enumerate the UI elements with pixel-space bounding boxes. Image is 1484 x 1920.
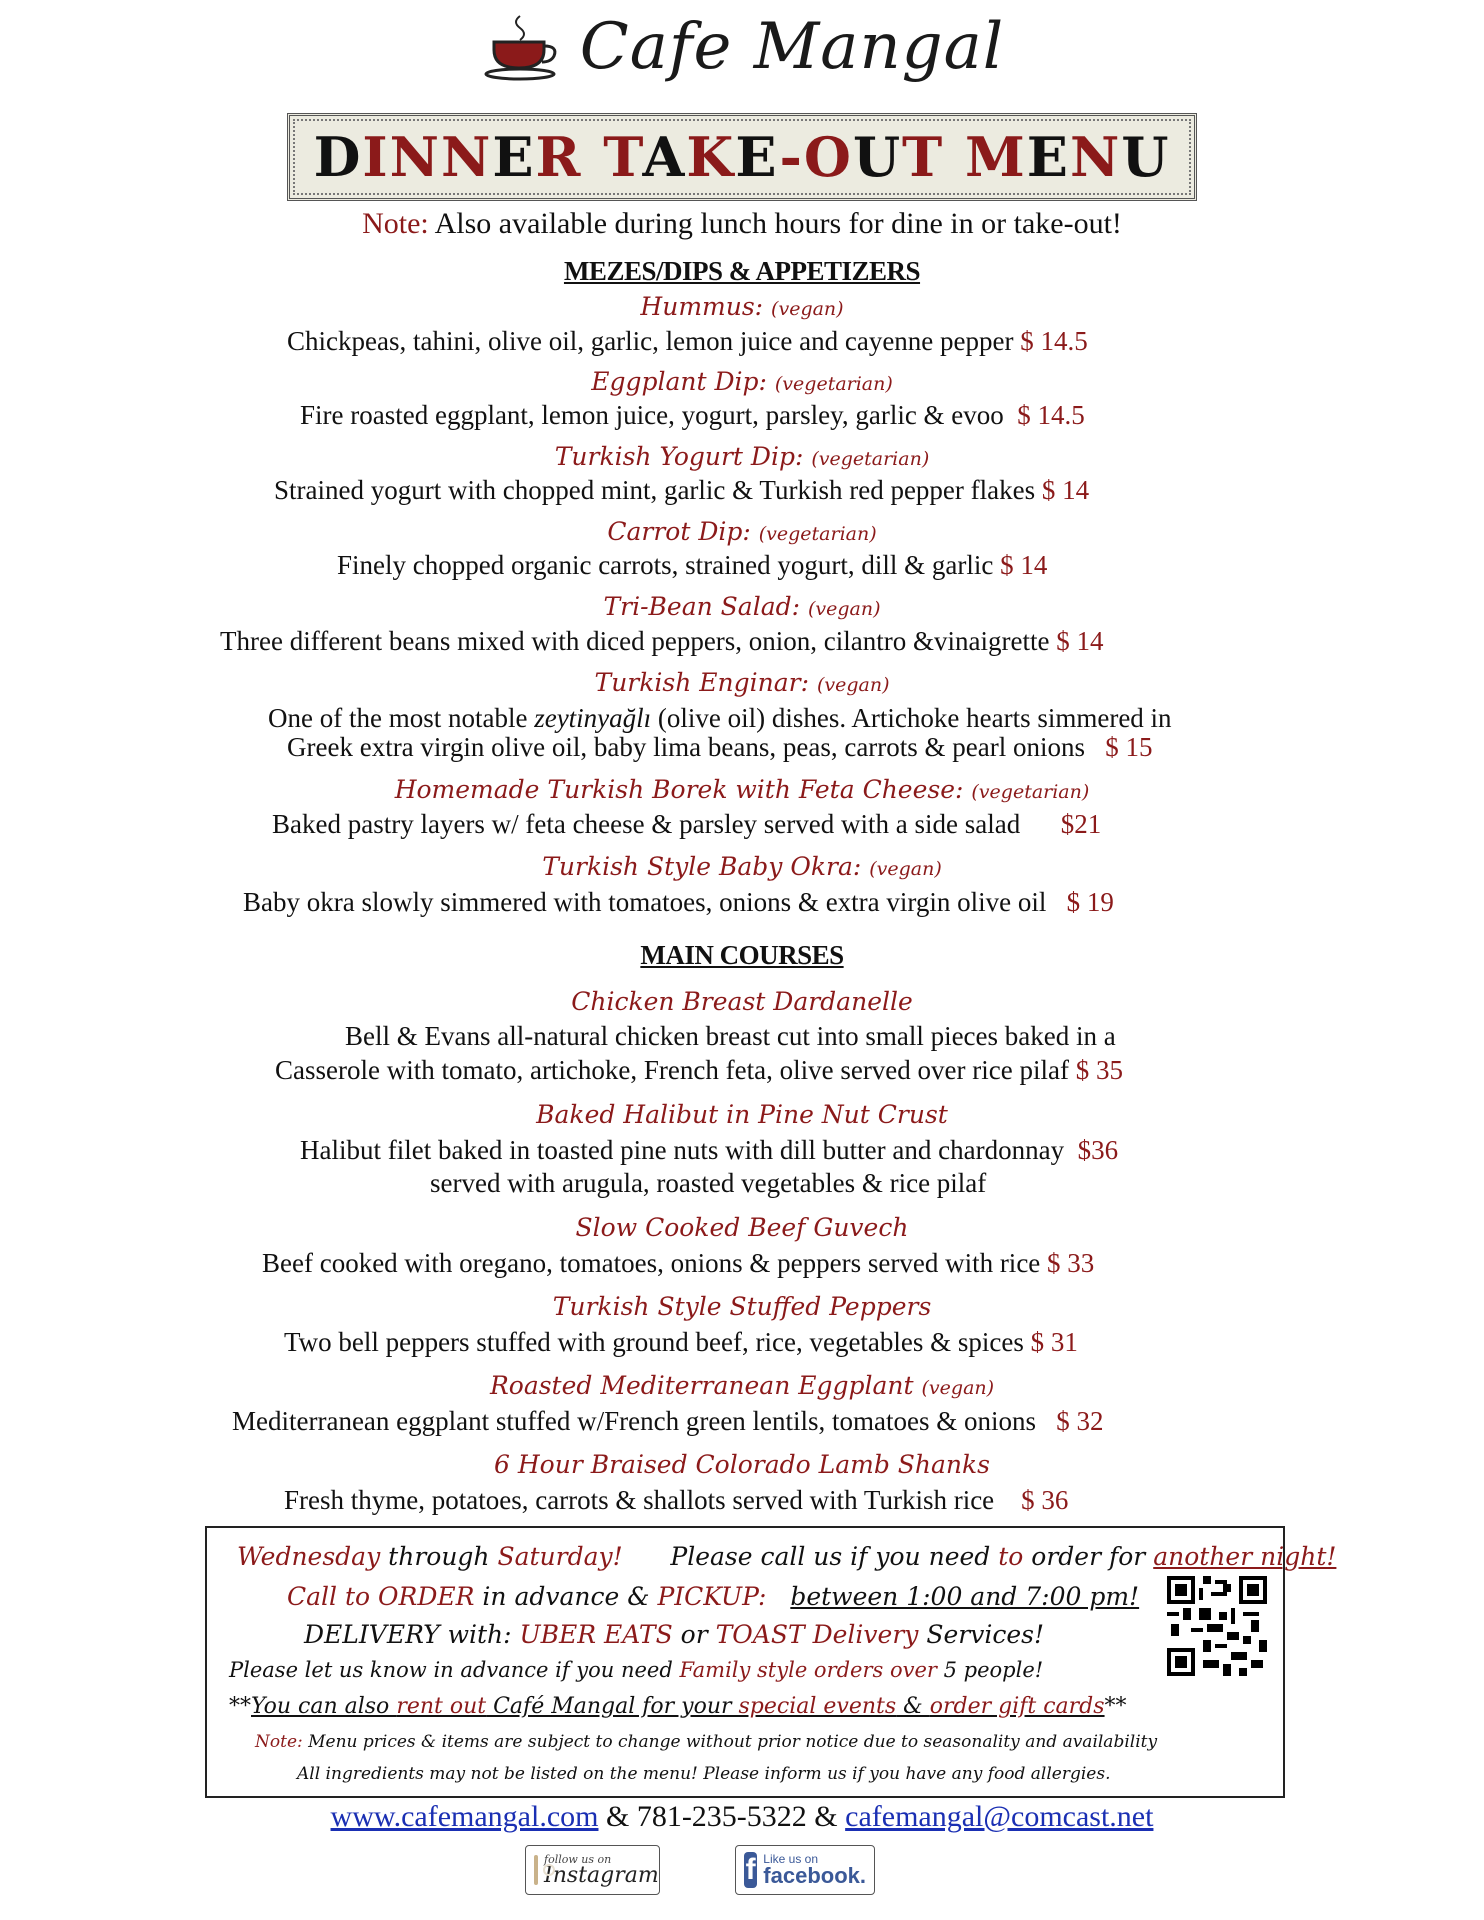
ordering-info-box <box>205 1526 1337 1798</box>
info-line-price-note: Note: Menu prices & items are subject to change without prior notice due to seasonality and availability <box>255 1732 1158 1752</box>
availability-note: Note: Also available during lunch hours for dine in or take-out! <box>362 207 1122 240</box>
item-name: Homemade Turkish Borek with Feta Cheese: (vegetarian) <box>394 775 1090 804</box>
item-name: Turkish Enginar: (vegan) <box>594 668 890 697</box>
website-link[interactable]: www.cafemangal.com <box>330 1800 599 1833</box>
coffee-cup-icon <box>480 12 566 82</box>
info-line-delivery: DELIVERY with: UBER EATS or TOAST Delivery Services! <box>304 1620 1045 1649</box>
item-description: Casserole with tomato, artichoke, French feta, olive served over rice pilaf $ 35 <box>275 1055 1123 1085</box>
item-description: Mediterranean eggplant stuffed w/French green lentils, tomatoes & onions $ 32 <box>232 1406 1104 1436</box>
item-description: Finely chopped organic carrots, strained yogurt, dill & garlic $ 14 <box>337 550 1048 580</box>
menu-title-banner <box>287 113 1197 201</box>
info-line-allergies: All ingredients may not be listed on the menu! Please inform us if you have any food allergies. <box>297 1764 1111 1784</box>
item-name: Baked Halibut in Pine Nut Crust <box>536 1100 948 1129</box>
email-link[interactable]: cafemangal@comcast.net <box>845 1800 1154 1833</box>
item-description: Baked pastry layers w/ feta cheese & parsley served with a side salad $21 <box>272 809 1102 839</box>
facebook-badge[interactable]: f Like us on facebook. <box>735 1845 875 1895</box>
item-description: Fresh thyme, potatoes, carrots & shallots served with Turkish rice $ 36 <box>284 1485 1069 1515</box>
appetizers-title: MEZES/DIPS & APPETIZERS <box>563 256 921 286</box>
item-description: Bell & Evans all-natural chicken breast cut into small pieces baked in a <box>345 1021 1116 1051</box>
instagram-icon <box>534 1855 538 1885</box>
info-line-events: **You can also rent out Café Mangal for your special events & order gift cards** <box>229 1694 1127 1719</box>
item-description: One of the most notable zeytinyağlı (olive oil) dishes. Artichoke hearts simmered in <box>268 703 1172 733</box>
item-name: Turkish Yogurt Dip: (vegetarian) <box>554 442 930 471</box>
item-name: 6 Hour Braised Colorado Lamb Shanks <box>494 1450 990 1479</box>
instagram-badge[interactable]: follow us on Instagram <box>525 1845 660 1895</box>
info-line-pickup: Call to ORDER in advance & PICKUP: between 1:00 and 7:00 pm! <box>287 1582 1140 1611</box>
item-description: Two bell peppers stuffed with ground beef, rice, vegetables & spices $ 31 <box>284 1327 1078 1357</box>
item-name: Carrot Dip: (vegetarian) <box>607 517 877 546</box>
item-description: Strained yogurt with chopped mint, garlic & Turkish red pepper flakes $ 14 <box>274 475 1090 505</box>
item-description: served with arugula, roasted vegetables & rice pilaf <box>430 1168 987 1198</box>
item-description: Greek extra virgin olive oil, baby lima beans, peas, carrots & pearl onions $ 15 <box>287 732 1153 762</box>
item-name: Turkish Style Baby Okra: (vegan) <box>542 852 942 881</box>
facebook-icon: f <box>745 1853 756 1886</box>
item-description: Baby okra slowly simmered with tomatoes, onions & extra virgin olive oil $ 19 <box>243 887 1114 917</box>
item-name: Tri-Bean Salad: (vegan) <box>603 592 881 621</box>
menu-title: DINNER TAKE-OUT MENU <box>313 125 1171 189</box>
qr-code-icon[interactable] <box>1167 1576 1267 1676</box>
info-line-family: Please let us know in advance if you need Family style orders over 5 people! <box>229 1658 1044 1682</box>
main-courses-title: MAIN COURSES <box>640 940 844 970</box>
item-name: Turkish Style Stuffed Peppers <box>552 1292 932 1321</box>
brand-name: Cafe Mangal <box>579 10 1005 84</box>
item-description: Chickpeas, tahini, olive oil, garlic, lemon juice and cayenne pepper $ 14.5 <box>287 326 1088 356</box>
brand-logo <box>0 10 1484 100</box>
item-description: Beef cooked with oregano, tomatoes, onions & peppers served with rice $ 33 <box>262 1248 1095 1278</box>
item-name: Roasted Mediterranean Eggplant (vegan) <box>489 1371 995 1400</box>
item-description: Fire roasted eggplant, lemon juice, yogurt, parsley, garlic & evoo $ 14.5 <box>300 400 1085 430</box>
contact-line: www.cafemangal.com & 781-235-5322 & cafemangal@comcast.net <box>330 1800 1154 1833</box>
item-description: Halibut filet baked in toasted pine nuts with dill butter and chardonnay $36 <box>300 1135 1119 1165</box>
item-description: Three different beans mixed with diced peppers, onion, cilantro &vinaigrette $ 14 <box>220 626 1104 656</box>
info-line-days: Wednesday through Saturday! Please call us if you need to order for another night! <box>237 1542 1337 1571</box>
item-name: Chicken Breast Dardanelle <box>571 987 913 1016</box>
item-name: Hummus: (vegan) <box>640 292 844 321</box>
item-name: Slow Cooked Beef Guvech <box>575 1213 909 1242</box>
item-name: Eggplant Dip: (vegetarian) <box>591 367 893 396</box>
